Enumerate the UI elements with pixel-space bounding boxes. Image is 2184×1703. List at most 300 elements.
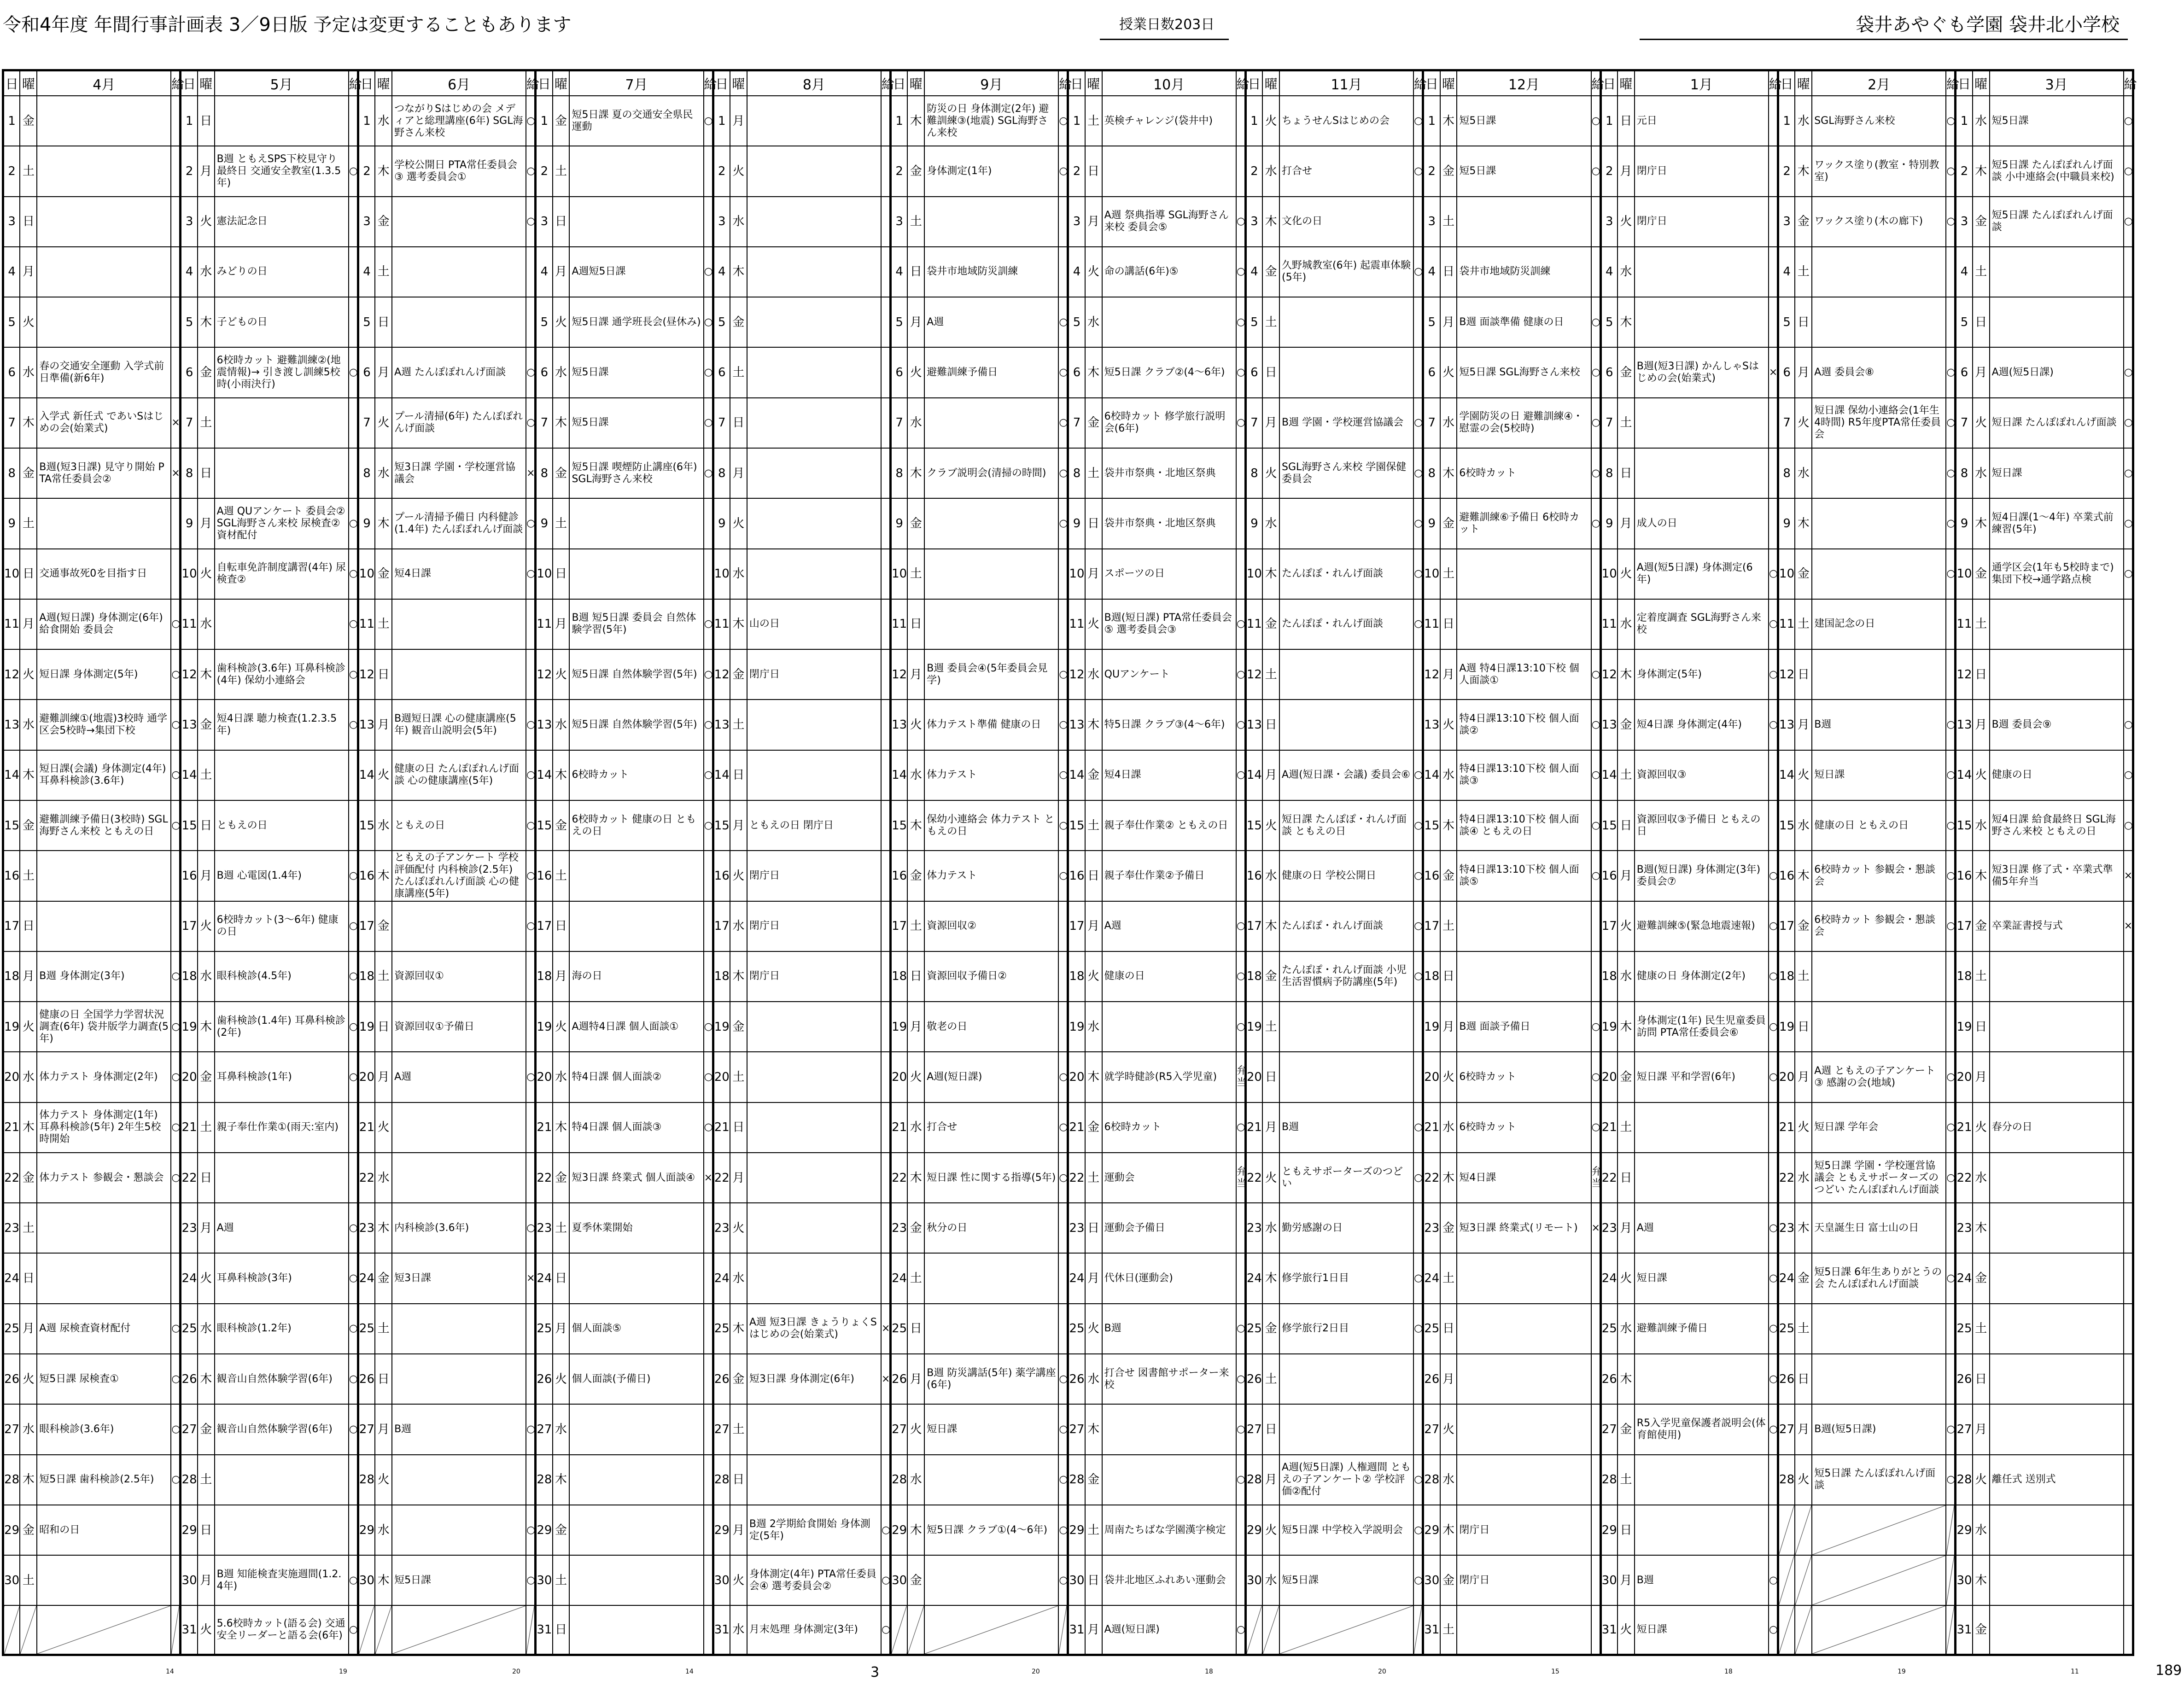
weekday-header: 曜 [375,70,392,96]
day-header: 日 [1778,70,1795,96]
weekday: 日 [375,297,392,347]
day-number: 15 [890,800,907,851]
event-cell: 勤労感謝の日 [1279,1203,1413,1253]
day-number: 4 [1778,247,1795,297]
event-cell: 袋井市祭典・北地区祭典 [1102,448,1236,498]
weekday: 日 [1085,1555,1102,1605]
day-number: 24 [1068,1253,1085,1303]
weekday [375,1605,392,1655]
lunch-mark: ○ [349,599,358,649]
day-number: 22 [1423,1153,1440,1203]
lunch-mark: ○ [2124,448,2133,498]
day-number: 13 [1956,700,1973,750]
event-cell [747,1455,881,1505]
lunch-mark [1946,1555,1956,1605]
lunch-mark: ○ [2124,197,2133,247]
lunch-mark [171,1605,181,1655]
day-header: 日 [1245,70,1262,96]
event-cell [1812,1605,1946,1655]
event-cell [37,851,171,901]
day-number: 15 [1600,800,1618,851]
weekday: 木 [1973,146,1990,196]
month-class-count: 18 [1724,1668,1733,1675]
weekday: 日 [1440,247,1457,297]
event-cell: 短3日課 終業式(リモート) [1457,1203,1591,1253]
class-days-underline [1100,39,1229,40]
event-cell: 春の交通安全運動 入学式前日準備(新6年) [37,347,171,397]
weekday: 金 [553,1505,570,1555]
lunch-mark [1058,549,1068,599]
day-number: 29 [1423,1505,1440,1555]
day-number: 23 [1068,1203,1085,1253]
weekday: 火 [1440,1404,1457,1454]
day-number: 18 [536,951,553,1002]
weekday: 火 [375,398,392,448]
day-number: 28 [890,1455,907,1505]
event-cell: 親子奉仕作業②予備日 [1102,851,1236,901]
event-cell: 短日課 [1990,448,2124,498]
event-cell: 入学式 新任式 であいSはじめの会(始業式) [37,398,171,448]
day-number [1778,1555,1795,1605]
day-number: 7 [536,398,553,448]
weekday-header: 曜 [1973,70,1990,96]
day-number: 28 [1423,1455,1440,1505]
weekday: 木 [1262,549,1279,599]
event-cell: 身体測定(1年) [924,146,1058,196]
weekday: 火 [1262,1153,1279,1203]
day-header: 日 [1956,70,1973,96]
day-header: 日 [1068,70,1085,96]
event-cell: 5.6校時カット(語る会) 交通安全リーダーと語る会(6年) [215,1605,349,1655]
month-class-count: 19 [339,1668,347,1675]
weekday: 水 [375,800,392,851]
lunch-mark [2124,1455,2133,1505]
weekday: 金 [20,800,37,851]
lunch-mark [1236,1253,1246,1303]
event-cell: 短3日課 身体測定(6年) [747,1354,881,1404]
day-number: 3 [181,197,198,247]
weekday: 水 [907,1455,924,1505]
day-number: 8 [890,448,907,498]
lunch-mark [2124,297,2133,347]
weekday: 金 [1262,1304,1279,1354]
weekday: 月 [375,1404,392,1454]
weekday: 木 [1795,146,1812,196]
lunch-mark [1236,146,1246,196]
day-number: 20 [713,1052,730,1102]
day-number: 28 [181,1455,198,1505]
weekday: 土 [730,347,747,397]
event-cell: 短5日課 [1279,1555,1413,1605]
lunch-mark [881,1203,891,1253]
weekday: 土 [553,146,570,196]
event-cell: 打合せ 図書館サポーター来校 [1102,1354,1236,1404]
lunch-mark [1946,1605,1956,1655]
event-cell: 身体測定(4年) PTA常任委員会④ 選考委員会② [747,1555,881,1605]
event-cell [215,1455,349,1505]
table-row [3,750,2133,800]
day-number: 24 [1600,1253,1618,1303]
weekday: 日 [730,1102,747,1153]
lunch-mark [881,347,891,397]
day-number: 10 [3,549,20,599]
day-number: 16 [1778,851,1795,901]
lunch-mark: ○ [526,750,536,800]
day-number: 15 [181,800,198,851]
day-number: 22 [1778,1153,1795,1203]
event-cell: 閉庁日 [747,951,881,1002]
lunch-mark [1413,1203,1423,1253]
event-cell: 短日課 [924,1404,1058,1454]
event-cell: 学園防災の日 避難訓練④・慰霊の会(5校時) [1457,398,1591,448]
day-number: 20 [181,1052,198,1102]
lunch-header: 給 [171,70,181,96]
lunch-mark: ○ [1413,1102,1423,1153]
lunch-mark [1591,1304,1601,1354]
weekday: 土 [20,1203,37,1253]
weekday: 水 [1440,750,1457,800]
event-cell [747,1404,881,1454]
event-cell: 短日課 保幼小連絡会(1年生4時間) R5年度PTA常任委員会 [1812,398,1946,448]
lunch-mark [1236,1505,1246,1555]
lunch-mark: ○ [704,599,713,649]
event-cell [1990,1555,2124,1605]
event-cell [1635,247,1769,297]
day-number: 10 [890,549,907,599]
weekday: 土 [1440,1605,1457,1655]
day-number: 18 [890,951,907,1002]
weekday: 月 [1618,851,1635,901]
lunch-header: 給 [1236,70,1246,96]
event-cell: 短5日課 歯科検診(2.5年) [37,1455,171,1505]
lunch-mark [704,146,713,196]
event-cell: 6校時カット [1457,448,1591,498]
day-number: 2 [181,146,198,196]
day-number: 20 [1423,1052,1440,1102]
lunch-mark: ○ [1058,800,1068,851]
weekday: 火 [20,649,37,700]
lunch-mark [881,146,891,196]
weekday: 木 [907,448,924,498]
day-number: 8 [1600,448,1618,498]
event-cell [569,146,703,196]
event-cell: 眼科検診(4.5年) [215,951,349,1002]
lunch-mark: ○ [1946,851,1956,901]
event-cell: 打合せ [1279,146,1413,196]
event-cell: A週 祭典指導 SGL海野さん来校 委員会⑤ [1102,197,1236,247]
event-cell [392,1304,526,1354]
weekday: 火 [1085,951,1102,1002]
day-number: 6 [181,347,198,397]
event-cell [747,297,881,347]
event-cell [392,1455,526,1505]
month-class-count: 14 [685,1668,694,1675]
weekday: 金 [907,1555,924,1605]
event-cell: 短5日課 クラブ①(4～6年) [924,1505,1058,1555]
lunch-mark: 弁当 [1236,1153,1246,1203]
weekday: 木 [375,146,392,196]
event-cell: 袋井市地域防災訓練 [1457,247,1591,297]
day-number: 24 [3,1253,20,1303]
event-cell [569,1605,703,1655]
day-number: 12 [3,649,20,700]
day-number: 28 [1245,1455,1262,1505]
event-cell: 6校時カット 参観会・懇談会 [1812,851,1946,901]
weekday: 土 [1262,1002,1279,1052]
day-number: 18 [358,951,375,1002]
lunch-mark: ○ [704,700,713,750]
lunch-mark: ○ [2124,498,2133,548]
weekday: 水 [1973,1153,1990,1203]
event-cell [1990,297,2124,347]
event-cell [569,1404,703,1454]
lunch-mark: ○ [1058,1153,1068,1203]
day-number: 20 [536,1052,553,1102]
event-cell: 短日課 たんぽぽ・れんげ面談 ともえの日 [1279,800,1413,851]
lunch-mark: ○ [1413,146,1423,196]
event-cell: 短日課 平和学習(6年) [1635,1052,1769,1102]
weekday: 月 [730,800,747,851]
weekday: 火 [553,649,570,700]
lunch-mark [349,297,358,347]
day-number: 23 [1778,1203,1795,1253]
lunch-mark: ○ [1058,347,1068,397]
day-number: 27 [536,1404,553,1454]
weekday: 金 [1618,700,1635,750]
lunch-mark: ○ [1591,398,1601,448]
weekday: 日 [730,750,747,800]
event-cell: 短日課 [1635,1605,1769,1655]
lunch-mark: ○ [526,800,536,851]
day-number: 10 [1956,549,1973,599]
event-cell [1279,1404,1413,1454]
month-class-count: 20 [1378,1668,1386,1675]
day-number: 26 [1068,1354,1085,1404]
event-cell: 短5日課 [1457,146,1591,196]
weekday: 月 [1795,700,1812,750]
event-cell: A週 [1102,901,1236,951]
event-cell: 親子奉仕作業② ともえの日 [1102,800,1236,851]
day-number: 20 [1068,1052,1085,1102]
event-cell: SGL海野さん来校 学園保健委員会 [1279,448,1413,498]
day-number: 1 [1778,96,1795,146]
day-number: 31 [1423,1605,1440,1655]
event-cell: ともえの日 [392,800,526,851]
event-cell [1457,951,1591,1002]
day-number: 18 [1245,951,1262,1002]
event-cell: 資源回収③ [1635,750,1769,800]
weekday-header: 曜 [907,70,924,96]
class-days-label: 授業日数203日 [1119,17,1215,33]
weekday [1795,1555,1812,1605]
day-number: 1 [358,96,375,146]
day-number: 22 [1245,1153,1262,1203]
lunch-mark [1058,1304,1068,1354]
day-number [1778,1505,1795,1555]
day-number: 8 [1956,448,1973,498]
weekday: 火 [198,1253,215,1303]
weekday: 月 [1795,1052,1812,1102]
lunch-mark: ○ [349,1304,358,1354]
event-cell: 短5日課 たんぽぽれんげ面談 [1990,197,2124,247]
lunch-mark [881,1455,891,1505]
event-cell [215,448,349,498]
day-number: 14 [358,750,375,800]
day-number: 29 [1068,1505,1085,1555]
lunch-mark: × [881,1354,891,1404]
day-number: 16 [1245,851,1262,901]
weekday: 火 [1262,448,1279,498]
event-cell: B週 短5日課 委員会 自然体験学習(5年) [569,599,703,649]
day-number: 14 [1600,750,1618,800]
day-number: 27 [1423,1404,1440,1454]
day-number: 3 [713,197,730,247]
weekday: 木 [907,1505,924,1555]
day-number: 9 [3,498,20,548]
weekday: 木 [553,1102,570,1153]
lunch-mark: ○ [1236,297,1246,347]
month-class-count: 18 [1205,1668,1213,1675]
day-number: 9 [713,498,730,548]
event-cell [1635,297,1769,347]
day-number: 12 [358,649,375,700]
day-number: 10 [1068,549,1085,599]
lunch-mark [171,1505,181,1555]
day-number: 14 [1956,750,1973,800]
day-number: 29 [358,1505,375,1555]
weekday: 土 [1262,1354,1279,1404]
event-cell [747,146,881,196]
event-cell: 閉庁日 [747,851,881,901]
day-number: 5 [1245,297,1262,347]
day-number: 5 [1778,297,1795,347]
lunch-mark [2124,1253,2133,1303]
lunch-mark: × [704,1153,713,1203]
lunch-mark [349,800,358,851]
lunch-mark [1769,1102,1778,1153]
day-number: 27 [358,1404,375,1454]
lunch-mark: ○ [1058,498,1068,548]
lunch-mark: ○ [1413,549,1423,599]
day-number: 25 [1956,1304,1973,1354]
event-cell: 短4日課 [1102,750,1236,800]
weekday-header: 曜 [553,70,570,96]
weekday: 木 [20,750,37,800]
weekday-header: 曜 [1262,70,1279,96]
weekday: 金 [1795,197,1812,247]
day-number: 6 [1956,347,1973,397]
lunch-mark: ○ [1769,1555,1778,1605]
lunch-mark: ○ [1591,96,1601,146]
day-number: 4 [358,247,375,297]
day-number: 17 [181,901,198,951]
event-cell: R5入学児童保護者説明会(体育館使用) [1635,1404,1769,1454]
event-cell: A週 尿検査資材配付 [37,1304,171,1354]
weekday: 月 [1085,1605,1102,1655]
weekday: 金 [730,1354,747,1404]
weekday: 水 [1262,146,1279,196]
month-header: 10月 [1102,70,1236,96]
table-row [3,901,2133,951]
weekday: 月 [1973,1404,1990,1454]
day-number: 4 [890,247,907,297]
weekday: 木 [1973,1555,1990,1605]
day-number: 10 [181,549,198,599]
lunch-mark [1413,1052,1423,1102]
weekday: 日 [1618,800,1635,851]
event-cell [1990,649,2124,700]
day-number: 26 [1600,1354,1618,1404]
day-number: 24 [1778,1253,1795,1303]
weekday: 土 [1618,398,1635,448]
event-cell: 交通事故死0を目指す日 [37,549,171,599]
day-number: 21 [181,1102,198,1153]
weekday: 金 [553,448,570,498]
lunch-mark [881,247,891,297]
lunch-mark [1058,901,1068,951]
lunch-mark [704,1505,713,1555]
weekday: 月 [198,498,215,548]
day-number: 30 [1423,1555,1440,1605]
lunch-mark [349,197,358,247]
event-cell: A週 委員会⑧ [1812,347,1946,397]
event-cell: 健康の日 [1102,951,1236,1002]
event-cell: 6校時カット 修学旅行説明会(6年) [1102,398,1236,448]
lunch-mark: ○ [1946,96,1956,146]
event-cell: 成人の日 [1635,498,1769,548]
day-number: 12 [1600,649,1618,700]
weekday: 火 [907,347,924,397]
lunch-mark: ○ [704,347,713,397]
day-number: 9 [1068,498,1085,548]
day-number: 7 [3,398,20,448]
weekday: 火 [1618,197,1635,247]
lunch-mark [171,1555,181,1605]
lunch-mark [1946,247,1956,297]
day-number: 6 [536,347,553,397]
weekday: 日 [553,549,570,599]
weekday: 火 [1795,1455,1812,1505]
event-cell: B週 2学期給食開始 身体測定(5年) [747,1505,881,1555]
weekday: 金 [1618,1404,1635,1454]
day-number: 10 [536,549,553,599]
lunch-mark [881,498,891,548]
lunch-mark: ○ [1591,1102,1601,1153]
day-number: 12 [1245,649,1262,700]
weekday: 月 [198,146,215,196]
lunch-mark [704,498,713,548]
lunch-mark: 弁当 [1236,1052,1246,1102]
event-cell [569,1505,703,1555]
weekday: 日 [1973,649,1990,700]
event-cell: ちょうせんSはじめの会 [1279,96,1413,146]
event-cell: 6校時カット(3～6年) 健康の日 [215,901,349,951]
lunch-mark: ○ [1591,1052,1601,1102]
event-cell: 短5日課 [1457,96,1591,146]
event-cell [1812,297,1946,347]
weekday: 日 [1618,1505,1635,1555]
day-number: 10 [1600,549,1618,599]
lunch-mark [704,951,713,1002]
event-cell: ともえの日 [215,800,349,851]
event-cell: 袋井北地区ふれあい運動会 [1102,1555,1236,1605]
event-cell: 短日課(会議) 身体測定(4年) 耳鼻科検診(3.6年) [37,750,171,800]
event-cell [569,851,703,901]
weekday: 火 [1973,398,1990,448]
weekday: 水 [553,1052,570,1102]
event-cell: B週 面談予備日 [1457,1002,1591,1052]
lunch-mark [704,1354,713,1404]
